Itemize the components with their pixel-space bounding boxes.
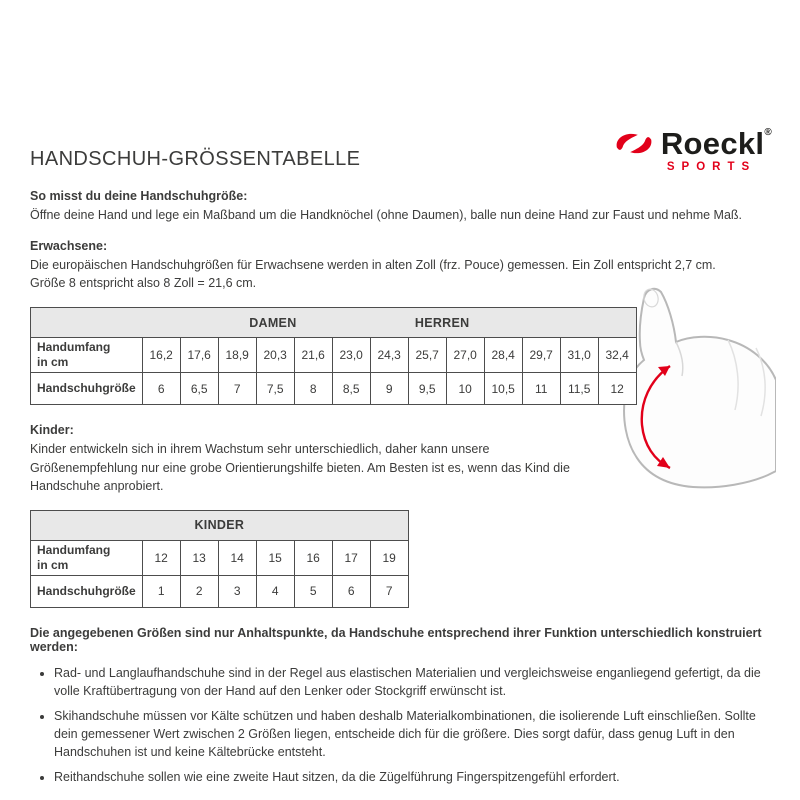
- kids-section-body: Kinder entwickeln sich in ihrem Wachstum sehr unterschiedlich, daher kann unsere Größenempfehlung nur eine grobe Orientierungshilfe bieten. Am Besten ist es, wenn das Kind die Handschuhe anprobiert.: [30, 442, 570, 493]
- circumference-cell: 23,0: [332, 338, 370, 373]
- notes-list: [30, 664, 772, 787]
- kids-section-heading: Kinder:: [30, 423, 74, 438]
- circumference-cell: 24,3: [370, 338, 408, 373]
- kids-circumference-label: Handumfang in cm: [31, 540, 143, 575]
- page-title: HANDSCHUH-GRÖSSENTABELLE: [30, 148, 361, 170]
- adults-table-group-row: [31, 308, 637, 338]
- circumference-cell: 20,3: [256, 338, 294, 373]
- size-cell: 10: [446, 373, 484, 405]
- circumference-cell: 16,2: [142, 338, 180, 373]
- circumference-cell: 28,4: [484, 338, 522, 373]
- circumference-cell: 17,6: [180, 338, 218, 373]
- adults-section-body: [30, 256, 772, 292]
- measure-section-heading: So misst du deine Handschuhgröße:: [30, 189, 248, 203]
- notes-heading: Die angegebenen Größen sind nur Anhaltspunkte, da Handschuhe entsprechend ihrer Funktion unterschiedlich konstruiert werden:: [30, 625, 762, 654]
- kids-circumference-row: [31, 540, 409, 575]
- size-cell: 7,5: [256, 373, 294, 405]
- note-bullet-riding: • Reithandschuhe sollen wie eine zweite Haut sitzen, da die Zügelführung Fingerspitzengefühl erfordert.: [54, 768, 772, 786]
- circumference-cell: 16: [294, 540, 332, 575]
- circumference-cell: 29,7: [522, 338, 560, 373]
- size-cell: 6: [142, 373, 180, 405]
- group-header-herren: HERREN: [414, 315, 470, 330]
- kids-size-row: [31, 575, 409, 607]
- adults-circumference-label: Handumfang in cm: [31, 338, 143, 373]
- adults-size-label: Handschuhgröße: [31, 373, 143, 405]
- circumference-cell: 14: [218, 540, 256, 575]
- adults-section-heading: Erwachsene:: [30, 239, 108, 254]
- size-cell: 3: [218, 575, 256, 607]
- group-header-damen: DAMEN: [249, 315, 297, 330]
- circumference-cell: 21,6: [294, 338, 332, 373]
- registered-mark: ®: [764, 127, 772, 138]
- kids-size-label: Handschuhgröße: [31, 575, 143, 607]
- circumference-cell: 25,7: [408, 338, 446, 373]
- adults-circumference-row: [31, 338, 637, 373]
- size-cell: 11,5: [560, 373, 598, 405]
- circumference-cell: 12: [142, 540, 180, 575]
- circumference-cell: 31,0: [560, 338, 598, 373]
- adults-size-row: [31, 373, 637, 405]
- size-cell: 10,5: [484, 373, 522, 405]
- size-cell: 5: [294, 575, 332, 607]
- size-cell: 6: [332, 575, 370, 607]
- size-cell: 7: [218, 373, 256, 405]
- circumference-cell: 15: [256, 540, 294, 575]
- kids-size-table: [30, 510, 409, 608]
- size-cell: 4: [256, 575, 294, 607]
- size-cell: 11: [522, 373, 560, 405]
- adults-body-line1: Die europäischen Handschuhgrößen für Erwachsene werden in alten Zoll (frz. Pouce) gemessen. Ein Zoll entspricht 2,7 cm.: [30, 258, 716, 273]
- note-bullet-cycling: • Rad- und Langlaufhandschuhe sind in der Regel aus elastischen Materialien und vergleichsweise enganliegend gefertigt, da die volle Kraftübertragung von der Hand auf den Lenker oder Stockgriff erwünscht ist.: [54, 664, 772, 700]
- size-cell: 7: [370, 575, 408, 607]
- size-cell: 2: [180, 575, 218, 607]
- size-cell: 8: [294, 373, 332, 405]
- circumference-cell: 32,4: [598, 338, 636, 373]
- kids-table-group-header: KINDER: [31, 510, 409, 540]
- size-cell: 9: [370, 373, 408, 405]
- size-cell: 6,5: [180, 373, 218, 405]
- circumference-cell: 19: [370, 540, 408, 575]
- adults-size-table: [30, 307, 637, 405]
- adults-table-group-header: [31, 308, 637, 338]
- measure-section-body: Öffne deine Hand und lege ein Maßband um die Handknöchel (ohne Daumen), balle nun deine Hand zur Faust und nehme Maß.: [30, 208, 743, 222]
- kids-table-group-row: [31, 510, 409, 540]
- adults-body-line2: Größe 8 entspricht also 8 Zoll = 21,6 cm.: [30, 276, 257, 291]
- circumference-cell: 17: [332, 540, 370, 575]
- circumference-cell: 27,0: [446, 338, 484, 373]
- size-cell: 1: [142, 575, 180, 607]
- size-cell: 9,5: [408, 373, 446, 405]
- size-cell: 8,5: [332, 373, 370, 405]
- circumference-cell: 13: [180, 540, 218, 575]
- brand-subbrand: SPORTS: [666, 161, 757, 173]
- brand-name: Roeckl: [660, 126, 765, 161]
- note-bullet-ski: • Skihandschuhe müssen vor Kälte schützen und haben deshalb Materialkombinationen, die isolierende Luft einschließen. Sollte dein gemessener Wert zwischen 2 Größen liegen, entscheide dich für die größere. Dies sorgt dafür, dass genug Luft in den Handschuhen ist und keine Kältebrücke entsteht.: [54, 707, 772, 761]
- circumference-cell: 18,9: [218, 338, 256, 373]
- document-content: [30, 148, 772, 794]
- size-cell: 12: [598, 373, 636, 405]
